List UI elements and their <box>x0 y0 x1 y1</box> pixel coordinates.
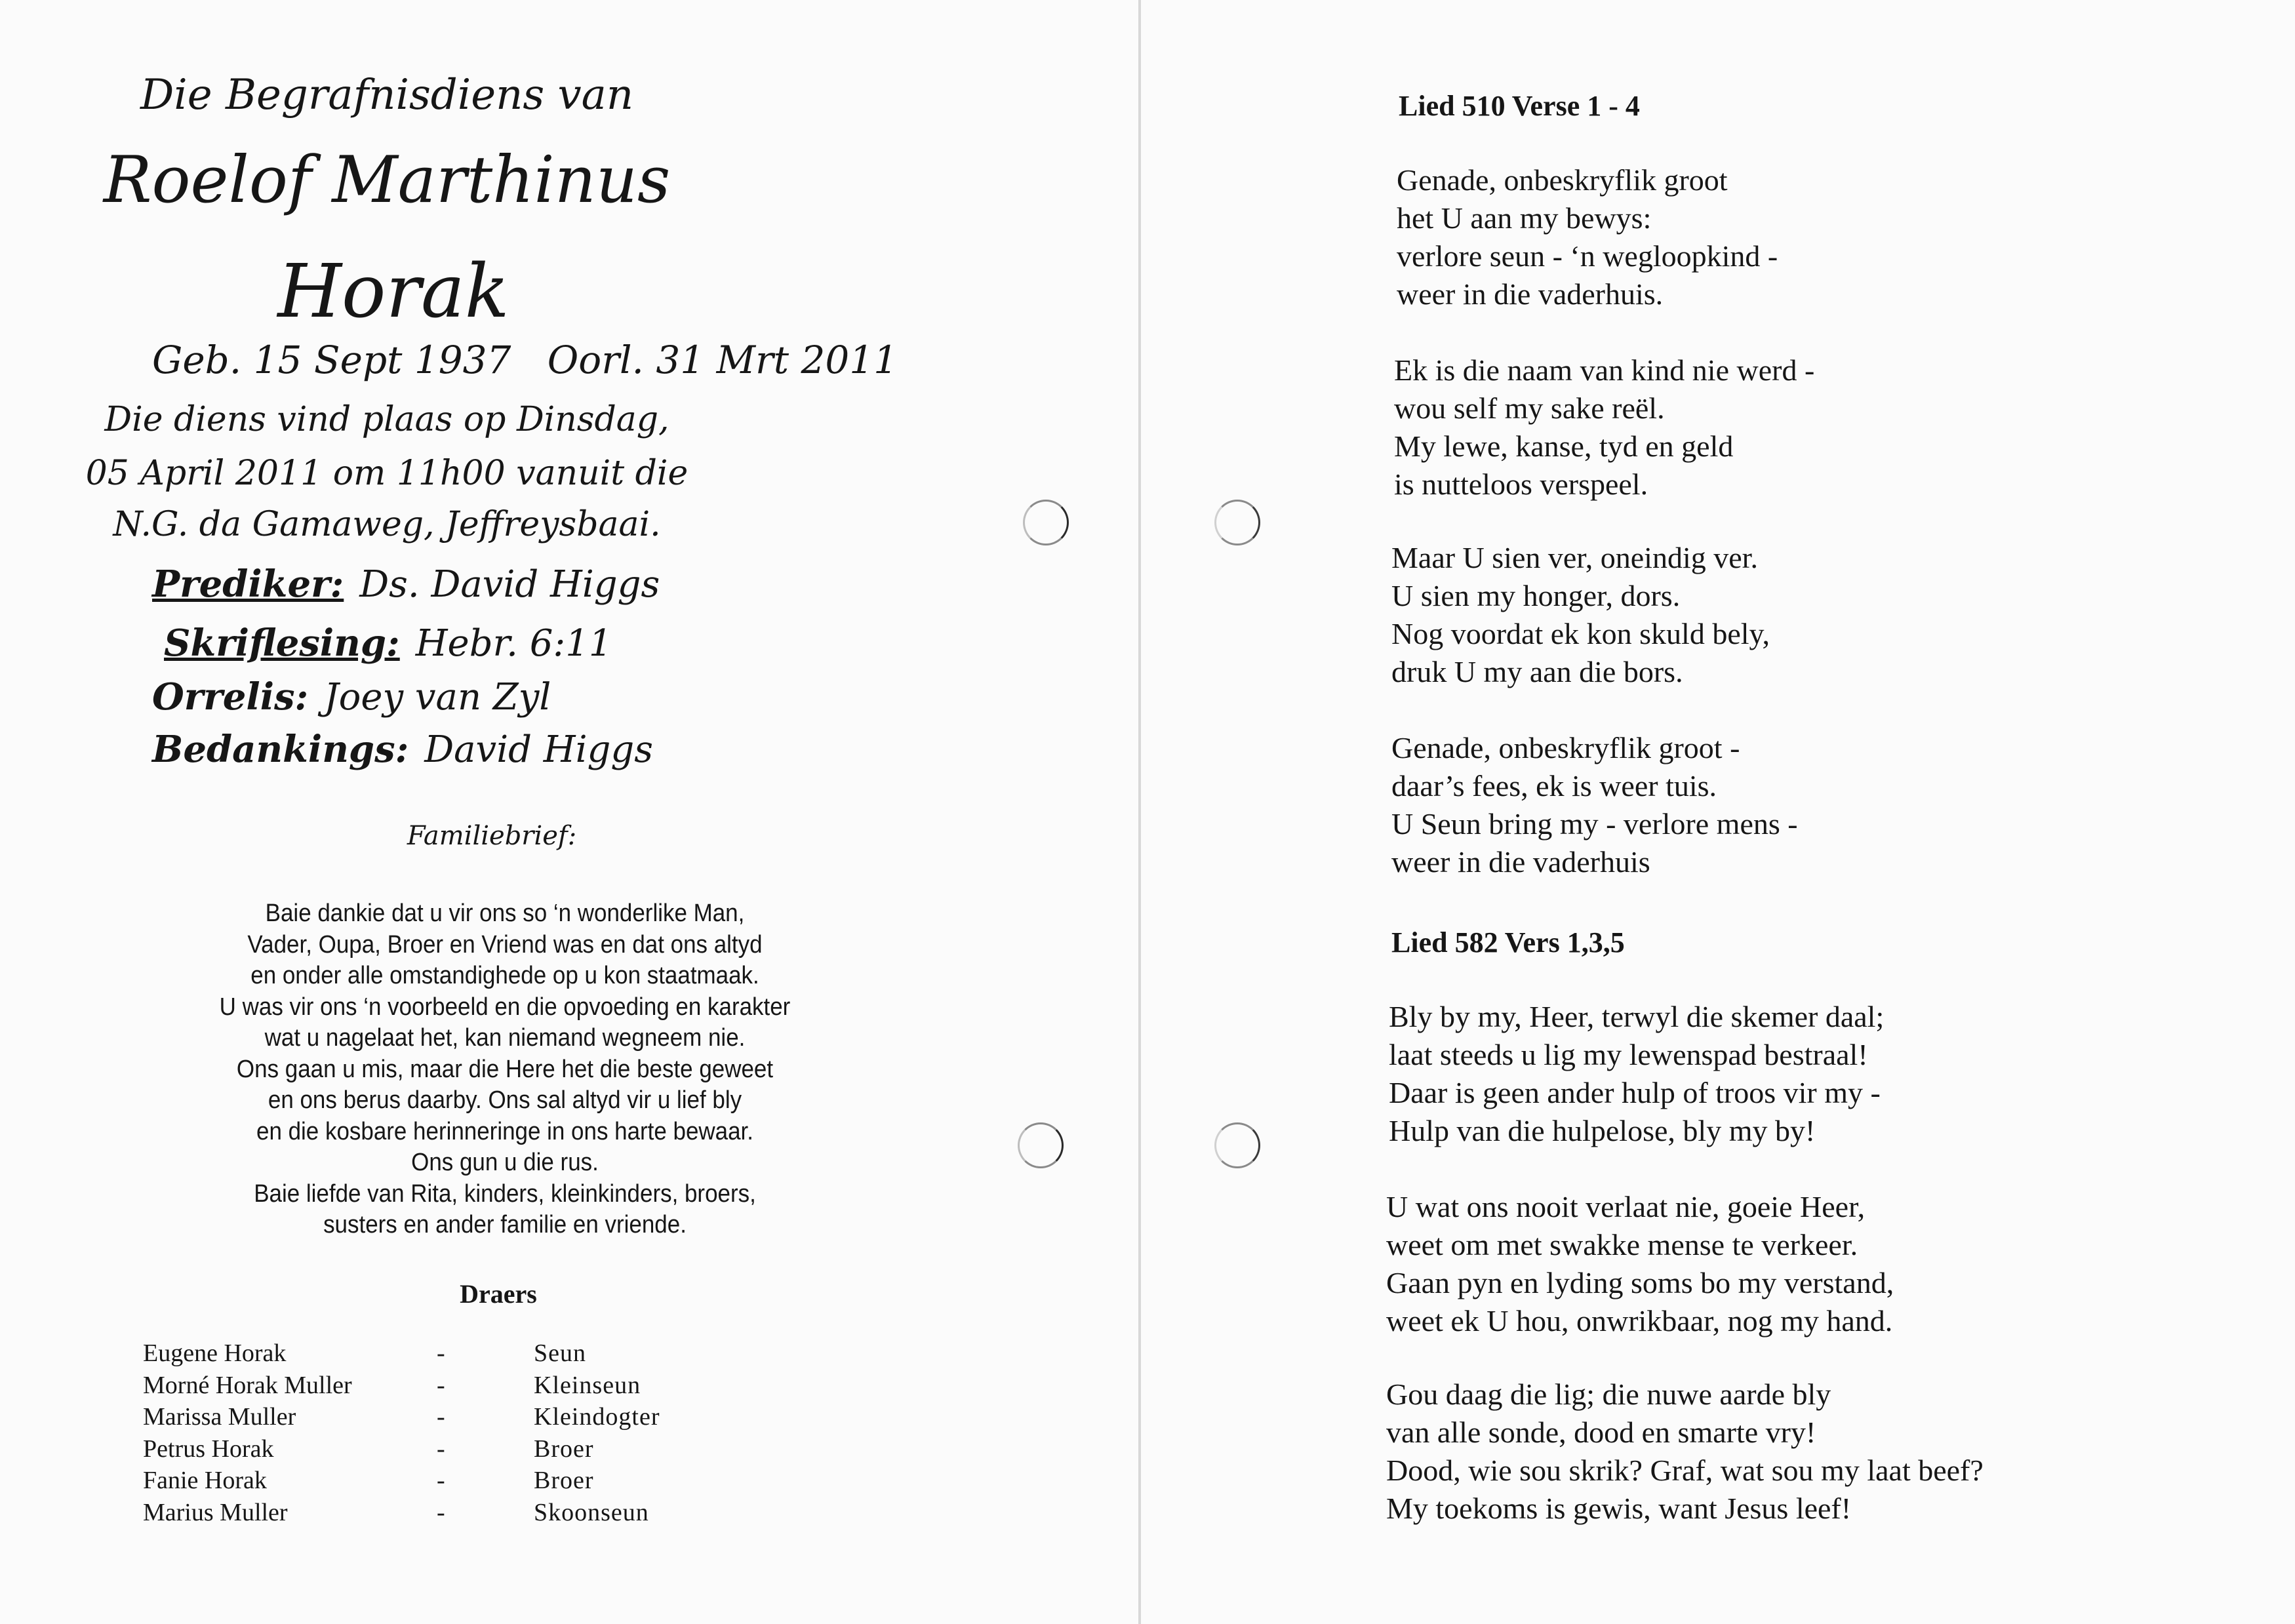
hymn-line: wou self my sake reël. <box>1394 391 1665 425</box>
letter-line: Baie dankie dat u vir ons so ‘n wonderlike Man, <box>265 900 745 927</box>
role-prediker <box>152 563 660 606</box>
pallbearer-row <box>143 1401 660 1433</box>
hymn-stanza <box>1389 998 1884 1150</box>
hymn-line: weet om met swakke mense te verkeer. <box>1386 1228 1858 1261</box>
role-skriflesing <box>164 622 612 665</box>
hymn-line: U sien my honger, dors. <box>1391 579 1681 612</box>
hymn-line: U wat ons nooit verlaat nie, goeie Heer, <box>1386 1190 1866 1223</box>
letter-line: wat u nagelaat het, kan niemand wegneem nie. <box>264 1024 746 1052</box>
pallbearer-dash: - <box>437 1467 445 1494</box>
role-label: Prediker: <box>152 563 344 606</box>
role-value: David Higgs <box>424 728 653 771</box>
pallbearer-dash: - <box>437 1403 445 1431</box>
pallbearer-row <box>143 1433 660 1465</box>
pallbearer-relation: Kleindogter <box>534 1403 660 1431</box>
role-value: Ds. David Higgs <box>359 563 660 606</box>
pallbearer-row <box>143 1497 660 1529</box>
letter-line: Baie liefde van Rita, kinders, kleinkinders, broers, <box>254 1179 756 1208</box>
funeral-intro: Die Begrafnisdiens van <box>140 71 634 119</box>
pallbearer-dash: - <box>437 1435 445 1463</box>
hymn-line: weet ek U hou, onwrikbaar, nog my hand. <box>1386 1304 1893 1337</box>
hymn-line: My toekoms is gewis, want Jesus leef! <box>1386 1492 1852 1525</box>
hymn-line: is nutteloos verspeel. <box>1394 467 1648 501</box>
pallbearer-name: Petrus Horak <box>143 1435 274 1463</box>
pallbearer-name: Marissa Muller <box>143 1403 296 1431</box>
punch-hole <box>1018 1122 1064 1168</box>
hymn-stanza <box>1386 1376 1984 1528</box>
letter-line: Ons gaan u mis, maar die Here het die beste geweet <box>236 1055 774 1083</box>
hymn-title: Lied 582 Vers 1,3,5 <box>1391 926 1625 959</box>
hymn-line: weer in die vaderhuis. <box>1397 277 1664 311</box>
hymn-line: Dood, wie sou skrik? Graf, wat sou my laat beef? <box>1386 1454 1984 1487</box>
hymn-line: Genade, onbeskryflik groot - <box>1391 731 1740 764</box>
letter-line: en die kosbare herinneringe in ons harte bewaar. <box>256 1117 753 1145</box>
hymn-stanza <box>1394 351 1814 504</box>
hymn-line: Gaan pyn en lyding soms bo my verstand, <box>1386 1266 1894 1299</box>
pallbearer-name: Fanie Horak <box>143 1467 267 1494</box>
birth-date: Geb. 15 Sept 1937 <box>152 338 511 382</box>
service-details-line: Die diens vind plaas op Dinsdag, <box>104 400 669 439</box>
deceased-first-names: Roelof Marthinus <box>103 143 671 218</box>
pallbearer-row <box>143 1465 660 1497</box>
hymn-line: druk U my aan die bors. <box>1391 655 1683 688</box>
pallbearers-list <box>143 1337 660 1528</box>
pallbearer-relation: Broer <box>534 1435 594 1463</box>
hymn-line: U Seun bring my - verlore mens - <box>1391 807 1798 841</box>
hymn-line: Daar is geen ander hulp of troos vir my - <box>1389 1076 1881 1109</box>
hymn-stanza <box>1391 729 1798 881</box>
hymn-line: My lewe, kanse, tyd en geld <box>1394 429 1734 463</box>
service-details-line: N.G. da Gamaweg, Jeffreysbaai. <box>113 505 661 544</box>
letter-line: susters en ander familie en vriende. <box>323 1211 687 1238</box>
life-dates <box>152 338 898 382</box>
role-label: Skriflesing: <box>164 622 400 665</box>
pallbearer-name: Eugene Horak <box>143 1339 287 1367</box>
role-orrelis <box>152 675 551 719</box>
punch-hole <box>1214 500 1260 545</box>
hymn-line: daar’s fees, ek is weer tuis. <box>1391 769 1717 802</box>
hymn-title: Lied 510 Verse 1 - 4 <box>1399 90 1640 122</box>
pallbearer-relation: Skoonseun <box>534 1498 649 1526</box>
role-label: Bedankings: <box>152 728 409 771</box>
hymn-line: laat steeds u lig my lewenspad bestraal! <box>1389 1038 1868 1071</box>
pallbearer-dash: - <box>437 1339 445 1367</box>
pallbearer-name: Morné Horak Muller <box>143 1371 352 1399</box>
role-value: Hebr. 6:11 <box>415 622 612 665</box>
hymn-line: het U aan my bewys: <box>1397 201 1652 235</box>
deceased-surname: Horak <box>277 249 509 334</box>
hymn-stanza <box>1397 161 1778 313</box>
hymn-line: Maar U sien ver, oneindig ver. <box>1391 541 1758 574</box>
punch-hole <box>1023 500 1069 545</box>
role-bedankings <box>152 728 653 771</box>
hymn-line: Ek is die naam van kind nie werd - <box>1394 353 1815 387</box>
hymn-line: Nog voordat ek kon skuld bely, <box>1391 617 1770 650</box>
role-value: Joey van Zyl <box>324 676 551 719</box>
pallbearer-relation: Broer <box>534 1467 594 1494</box>
hymn-line: Gou daag die lig; die nuwe aarde bly <box>1386 1377 1831 1411</box>
role-label: Orrelis: <box>152 675 309 719</box>
pallbearer-relation: Seun <box>534 1339 586 1367</box>
pallbearers-title: Draers <box>460 1279 537 1309</box>
pallbearer-dash: - <box>437 1498 445 1526</box>
family-letter-title: Familiebrief: <box>407 821 577 851</box>
death-date: Oorl. 31 Mrt 2011 <box>547 338 898 382</box>
left-page <box>0 0 1141 1624</box>
hymn-line: Genade, onbeskryflik groot <box>1397 163 1728 197</box>
hymn-stanza <box>1386 1188 1894 1340</box>
letter-line: Vader, Oupa, Broer en Vriend was en dat ons altyd <box>247 930 763 959</box>
letter-line: U was vir ons ‘n voorbeeld en die opvoeding en karakter <box>219 993 791 1021</box>
letter-line: en ons berus daarby. Ons sal altyd vir u lief bly <box>268 1086 742 1114</box>
pallbearer-row <box>143 1370 660 1402</box>
pallbearer-relation: Kleinseun <box>534 1371 641 1399</box>
pallbearer-row <box>143 1337 660 1370</box>
hymn-line: van alle sonde, dood en smarte vry! <box>1386 1416 1816 1449</box>
family-letter <box>144 898 866 1241</box>
hymn-stanza <box>1391 539 1770 691</box>
service-details-line: 05 April 2011 om 11h00 vanuit die <box>85 454 688 493</box>
letter-line: Ons gun u die rus. <box>411 1149 599 1176</box>
pallbearer-dash: - <box>437 1371 445 1399</box>
punch-hole <box>1214 1122 1260 1168</box>
hymn-line: Hulp van die hulpelose, bly my by! <box>1389 1114 1816 1147</box>
letter-line: en onder alle omstandighede op u kon staatmaak. <box>250 962 759 989</box>
hymn-line: verlore seun - ‘n wegloopkind - <box>1397 239 1778 273</box>
pallbearer-name: Marius Muller <box>143 1498 288 1526</box>
hymn-line: Bly by my, Heer, terwyl die skemer daal; <box>1389 1000 1885 1033</box>
hymn-line: weer in die vaderhuis <box>1391 845 1650 879</box>
